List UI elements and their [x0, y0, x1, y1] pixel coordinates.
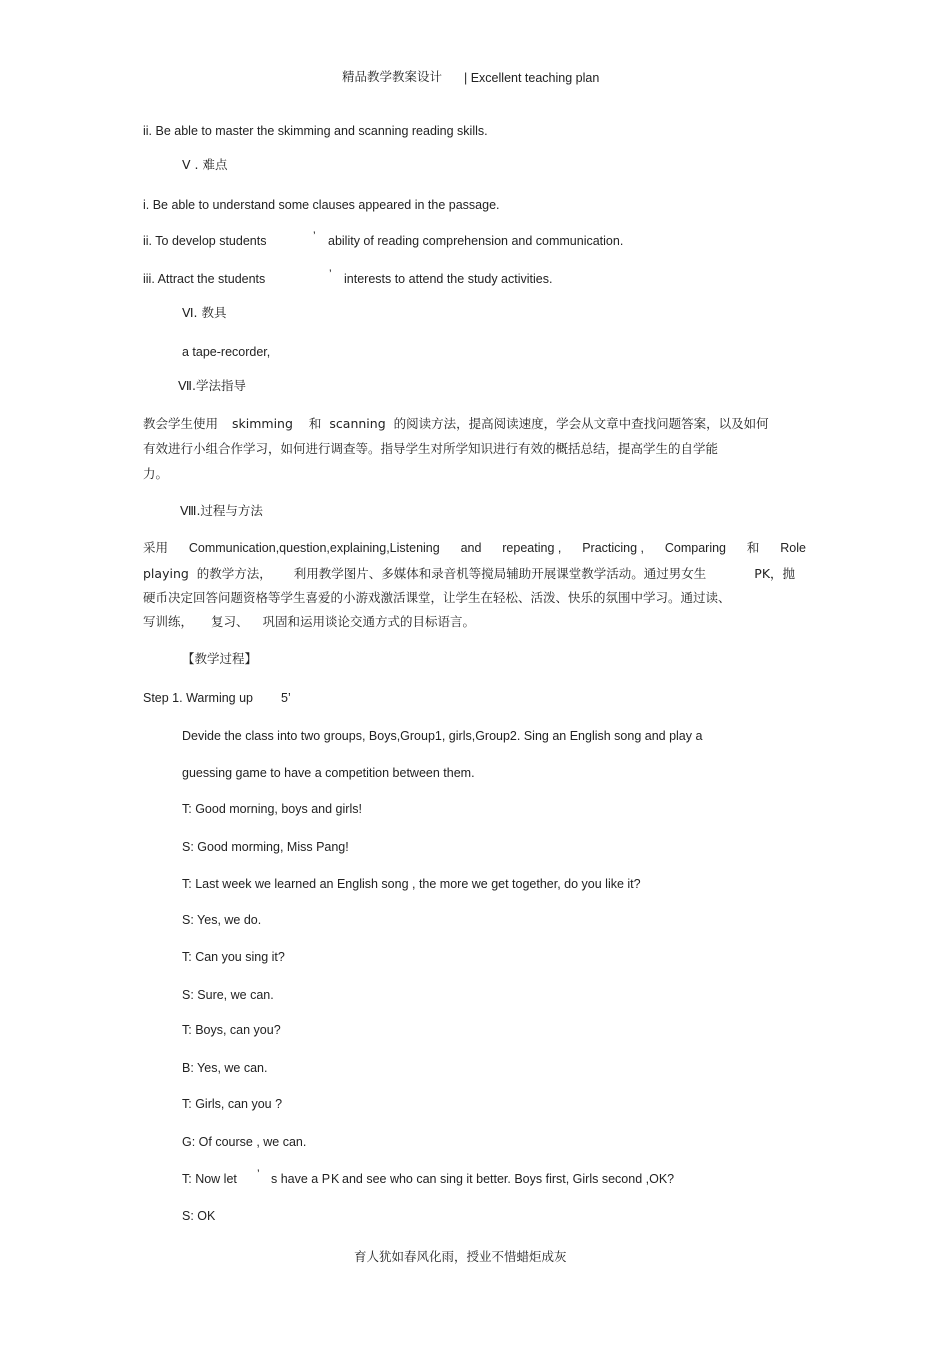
method-word: and [460, 541, 482, 555]
dialog-line-end: and see who can sing it better. Boys first, Girls second ,OK? [342, 1172, 675, 1186]
apostrophe: ’ [257, 1167, 260, 1181]
method-word: Role [780, 541, 806, 555]
dialog-line: S: OK [182, 1209, 216, 1223]
study-guide-line-3: 力。 [143, 466, 169, 481]
dialog-line: G: Of course , we can. [182, 1135, 307, 1149]
method-text: 写训练， [143, 614, 194, 629]
teaching-process-heading: 【教学过程】 [182, 651, 258, 666]
study-guide-text: 的阅读方法，提高阅读速度，学会从文章中查找问题答案，以及如何 [393, 416, 769, 431]
difficulty-item-2-start: ii. To develop students [143, 234, 267, 248]
method-text: 的教学方法， [196, 566, 272, 581]
method-text: 利用教学图片、多媒体和录音机等搅局辅助开展课堂教学活动。通过男女生 [293, 566, 707, 581]
footer-motto: 育人犹如春风化雨，授业不惜蜡炬成灰 [354, 1249, 567, 1264]
method-line-1 [143, 540, 806, 556]
section-process-method-heading: Ⅷ.过程与方法 [180, 503, 263, 518]
dialog-line: S: Yes, we do. [182, 913, 262, 927]
section-tools-heading: Ⅵ. 教具 [182, 305, 227, 320]
dialog-line: T: Girls, can you ? [182, 1097, 283, 1111]
difficulty-item-3-start: iii. Attract the students [143, 272, 266, 286]
dialog-line: B: Yes, we can. [182, 1061, 268, 1075]
dialog-line-k: K [331, 1172, 340, 1186]
dialog-line-middle: s have a P [271, 1172, 331, 1186]
method-word: 采用 [143, 540, 169, 555]
method-text: playing [143, 566, 189, 581]
method-text: PK，抛 [754, 566, 796, 581]
method-text: 巩固和运用谈论交通方式的目标语言。 [262, 614, 476, 629]
difficulty-item-2-end: ability of reading comprehension and communication. [328, 234, 624, 248]
tools-item: a tape-recorder, [182, 345, 271, 359]
method-word: Practicing , [582, 541, 645, 555]
dialog-line: T: Good morning, boys and girls! [182, 802, 362, 816]
method-line-2 [143, 566, 795, 582]
study-guide-text: 教会学生使用 [143, 416, 219, 431]
method-line-3: 硬币决定回答问题资格等学生喜爱的小游戏激活课堂，让学生在轻松、活泼、快乐的氛围中学习。通过读、 [143, 590, 731, 605]
step1-description-1: Devide the class into two groups, Boys,Group1, girls,Group2. Sing an English song and play a [182, 729, 703, 743]
dialog-line: T: Can you sing it? [182, 950, 285, 964]
method-text: 复习、 [211, 614, 249, 629]
apostrophe: ’ [329, 267, 332, 281]
step1-duration: 5’ [281, 691, 291, 705]
study-guide-line-2: 有效进行小组合作学习，如何进行调查等。指导学生对所学知识进行有效的概括总结，提高学生的自学能 [143, 441, 719, 456]
section-difficulties-heading: Ⅴ . 难点 [182, 157, 228, 172]
difficulty-item-3-end: interests to attend the study activities. [344, 272, 553, 286]
study-guide-line-1 [143, 416, 769, 432]
step1-description-2: guessing game to have a competition between them. [182, 766, 475, 780]
dialog-line: T: Boys, can you? [182, 1023, 281, 1037]
dialog-line: S: Good morming, Miss Pang! [182, 840, 349, 854]
difficulty-item-1: i. Be able to understand some clauses appeared in the passage. [143, 198, 500, 212]
study-guide-text: 和 [308, 416, 322, 431]
section-study-guide-heading: Ⅶ.学法指导 [178, 378, 246, 393]
study-guide-term: scanning [329, 416, 386, 431]
method-word: repeating , [502, 541, 562, 555]
dialog-line: S: Sure, we can. [182, 988, 274, 1002]
study-guide-term: skimming [232, 416, 293, 431]
header-title-en: | Excellent teaching plan [464, 71, 600, 85]
dialog-line: T: Last week we learned an English song , the more we get together, do you like it? [182, 877, 641, 891]
method-word: Communication,question,explaining,Listening [188, 541, 440, 555]
apostrophe: ’ [313, 229, 316, 243]
dialog-line-start: T: Now let [182, 1172, 237, 1186]
method-line-4 [143, 614, 475, 630]
header-title-cn: 精品教学教案设计 [342, 69, 443, 84]
method-word: 和 [746, 540, 760, 555]
method-word: Comparing [664, 541, 727, 555]
objective-line: ii. Be able to master the skimming and scanning reading skills. [143, 124, 488, 138]
step1-title: Step 1. Warming up [143, 691, 254, 705]
